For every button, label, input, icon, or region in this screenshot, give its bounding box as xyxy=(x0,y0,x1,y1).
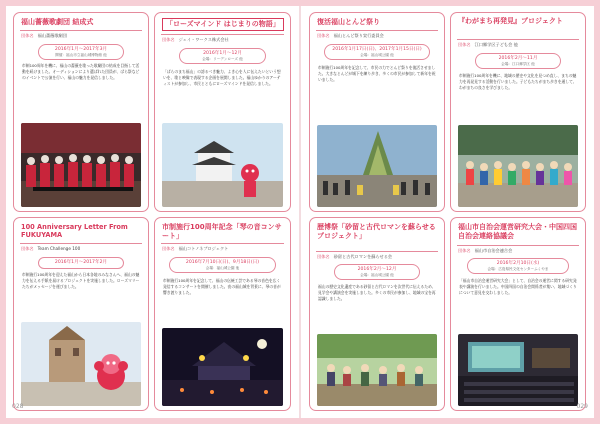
divider xyxy=(20,30,142,31)
organizer-row xyxy=(162,37,229,43)
period-box xyxy=(467,258,569,274)
divider xyxy=(161,34,284,35)
organizer-name: ジェイ・ワークス株式会社 xyxy=(178,37,229,42)
organizer-label: 団体名 xyxy=(21,33,34,38)
organizer-name: Team Challenge 100 xyxy=(37,246,81,251)
event-card xyxy=(450,217,586,411)
divider xyxy=(316,251,438,252)
organizer-label: 団体名 xyxy=(21,246,34,251)
description-text: 市制施行100周年を迎えた福山から日本各地のみなさんへ、福山の魅力を伝える手紙を届けるプロジェクトを実施しました。ローズマリーたちがメッセージを運びました。 xyxy=(22,272,140,290)
event-photo xyxy=(317,125,437,207)
photo-mascot-landmark xyxy=(21,322,141,406)
divider xyxy=(457,245,579,246)
event-photo xyxy=(162,123,283,207)
period-venue: 会場：福山城公園 他 xyxy=(360,272,394,277)
event-card xyxy=(309,12,445,212)
photo-castle-mascot xyxy=(162,123,283,207)
period-box xyxy=(38,44,124,60)
event-photo xyxy=(317,334,437,406)
organizer-name: 福山薔薇歌劇団 xyxy=(37,33,67,38)
period-text: 2016年2月～11月 xyxy=(498,56,538,61)
event-photo xyxy=(162,328,283,406)
period-box xyxy=(475,53,561,69)
organizer-name: 福山市自治会連合会 xyxy=(474,248,513,253)
photo-group-street xyxy=(458,125,578,207)
event-card xyxy=(154,217,291,411)
event-card xyxy=(309,217,445,411)
period-box xyxy=(179,48,266,64)
photo-outdoor-group xyxy=(317,334,437,406)
event-photo xyxy=(458,125,578,207)
organizer-row xyxy=(21,33,67,39)
page-number-left: 028 xyxy=(12,403,24,410)
description-text: 市制施行100周年を機に、地域の歴史や文化を見つめ直し、まちの魅力を再発見する活動を行いました。子どもたちがまち歩きを通して、わがまちの良さを学びました。 xyxy=(459,73,577,91)
period-text: 2016年1月17日(日)、2017年1月15日(日) xyxy=(332,47,422,52)
description-text: 福山の歴史文化遺産である砂留と古代ロマンを次世代に伝えるため、見学会や講演会を実施しました。多くの市民が参加し、地域の宝を再認識しました。 xyxy=(318,284,436,302)
period-venue: 会場：福山城公園 他 xyxy=(360,52,394,57)
description-text: 市制施行100周年を記念して、福山の伝統工芸である琴の音色を広く発信するコンサートを開催しました。夜の福山城を背景に、琴の音が響き渡りました。 xyxy=(163,278,281,296)
organizer-label: 団体名 xyxy=(458,248,471,253)
period-box xyxy=(334,264,420,280)
organizer-row xyxy=(317,254,392,260)
period-venue: 開催：福山市立福山城博物館 他 xyxy=(55,52,107,57)
description-text: 市制100周年を機に、福山の薔薇を歌った歌劇団の結成を目指して活動を続けました。オーディションにより選ばれた団員が、ばら祭などのイベントで公演を行い、福山の魅力を発信しました。 xyxy=(22,63,140,81)
event-card xyxy=(450,12,586,212)
period-text: 2016年2月10日(水) xyxy=(496,261,540,266)
card-title: 100 Anniversary Letter From FUKUYAMA xyxy=(21,223,128,239)
divider xyxy=(20,243,142,244)
event-card xyxy=(13,217,149,411)
period-venue: 会場：広島県民文化センターふくやま xyxy=(487,266,549,271)
divider xyxy=(316,30,438,31)
period-text: 2016年2月～12月 xyxy=(357,267,397,272)
period-box xyxy=(324,44,430,60)
period-venue: 会場：リーデンローズ 他 xyxy=(202,56,243,61)
divider xyxy=(161,243,284,244)
organizer-name: 福山とんど祭り実行委員会 xyxy=(333,33,384,38)
card-title: 『わがまち再発見』プロジェクト xyxy=(458,17,563,25)
period-box xyxy=(38,257,124,269)
card-title: 市制施行100周年記念「琴の音コンサート」 xyxy=(162,223,282,240)
page-fold xyxy=(299,6,301,418)
organizer-label: 団体名 xyxy=(162,37,175,42)
organizer-row xyxy=(21,246,80,252)
organizer-label: 団体名 xyxy=(317,33,330,38)
organizer-name: 砂留と古代ロマンを蘇らせる会 xyxy=(333,254,393,259)
organizer-label: 団体名 xyxy=(162,246,175,251)
page-number-right: 029 xyxy=(576,403,588,410)
card-title: 復活福山とんど祭り xyxy=(317,18,380,26)
period-text: 2016年1月～12月 xyxy=(203,51,242,56)
card-title: 歴博祭「砂留と古代ロマンを蘇らせるプロジェクト」 xyxy=(317,223,436,240)
organizer-row xyxy=(458,248,512,254)
organizer-label: 団体名 xyxy=(317,254,330,259)
organizer-row xyxy=(458,42,518,48)
photo-conference-hall xyxy=(458,334,578,406)
card-title: 「ローズマインド はじまりの物語」 xyxy=(162,18,284,31)
card-title: 福山薔薇歌劇団 結成式 xyxy=(21,18,94,26)
description-text: 市制施行100周年を記念して、市民の力でとんど祭りを復活させました。大きなとんどが城下を練り歩き、多くの市民が参加して新年を祝いました。 xyxy=(318,65,436,83)
event-card xyxy=(13,12,149,212)
brochure-spread xyxy=(6,6,594,418)
organizer-row xyxy=(317,33,384,39)
event-card xyxy=(154,12,291,212)
description-text: 「ばらのまち福山」の誇るべき魅力、よき心を人に伝えたいという想いを、歌と映像で表現する企画を展開しました。福山ゆかりのアーティストが参加し、市民とともにローズマインドを発信しました。 xyxy=(163,69,281,87)
period-text: 2016年7月10日(日)、9月18日(日) xyxy=(185,260,260,265)
event-photo xyxy=(21,123,141,207)
photo-night-concert xyxy=(162,328,283,406)
card-title: 福山市自治会運営研究大会・中国四国自治会連絡協議会 xyxy=(458,223,577,240)
period-box xyxy=(169,257,276,273)
photo-festival-crowd xyxy=(317,125,437,207)
photo-stage-performers xyxy=(21,123,141,207)
description-text: 「福山市自治会運営研究大会」として、自治会の運営に関する研究発表や講演を行いました。中国四国の自治会関係者が集い、地域づくりについて意見を交わしました。 xyxy=(459,278,577,296)
period-venue: 会場：福山城公園 他 xyxy=(205,265,240,270)
period-venue: 会場：江口郷学区 他 xyxy=(501,61,535,66)
event-photo xyxy=(458,334,578,406)
organizer-label: 団体名 xyxy=(458,42,471,47)
organizer-row xyxy=(162,246,228,252)
organizer-name: 江口郷学区子ども会 他 xyxy=(474,42,518,47)
period-text: 2016年1月～2017年2月 xyxy=(54,260,108,265)
event-photo xyxy=(21,322,141,406)
period-text: 2016年1月～2017年3月 xyxy=(54,47,108,52)
divider xyxy=(457,39,579,40)
organizer-name: 福山コトノネプロジェクト xyxy=(178,246,229,251)
